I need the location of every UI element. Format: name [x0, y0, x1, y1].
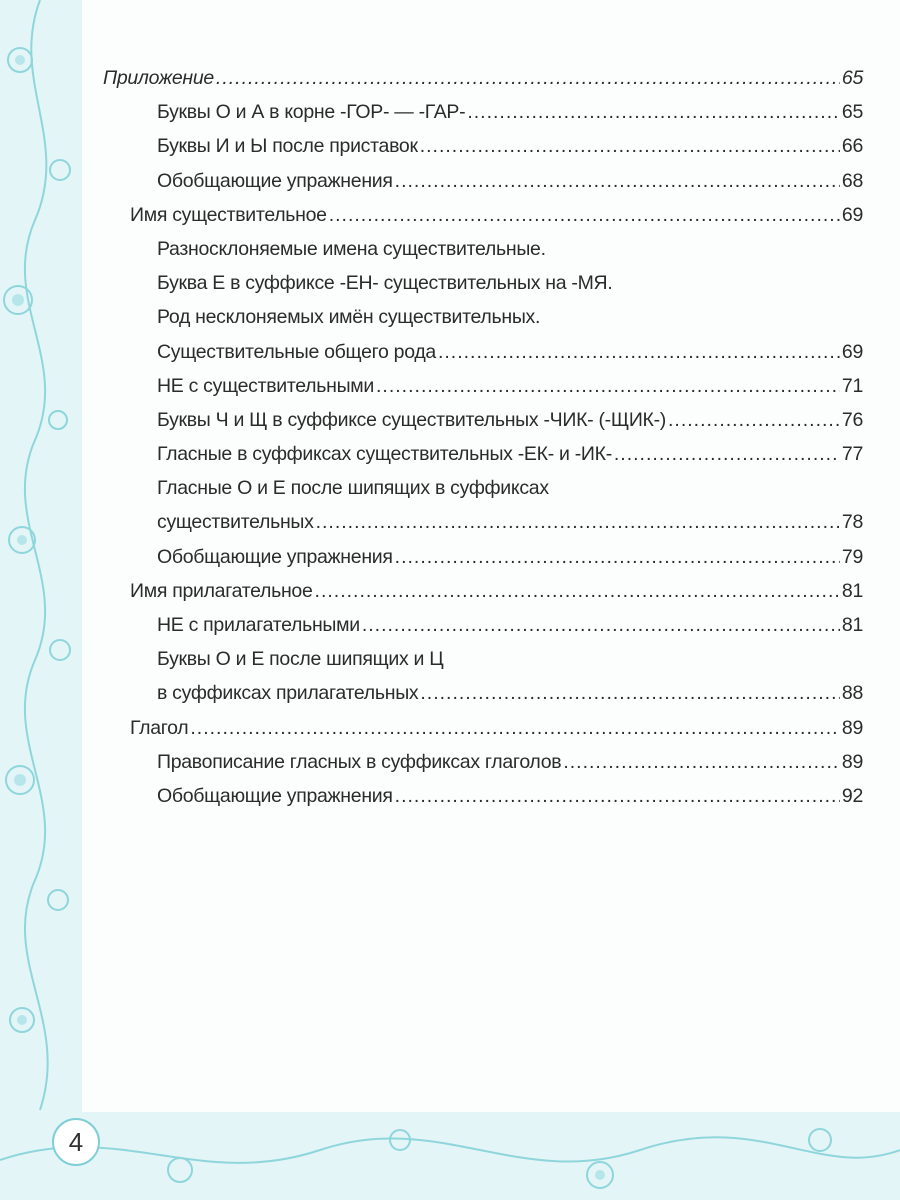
toc-entry-page: 88: [841, 682, 863, 705]
toc-entry-title: Буквы О и А в корне -ГОР- — -ГАР-: [157, 101, 466, 124]
toc-entry-page: 89: [841, 716, 863, 739]
page-number: 4: [52, 1118, 100, 1166]
toc-entry: [103, 540, 863, 574]
toc-entry-page: 71: [841, 374, 863, 397]
toc-entry-page: 81: [841, 579, 863, 602]
toc-entry-line: Гласные О и Е после шипящих в суффиксах: [157, 477, 549, 500]
leader-dots: [376, 369, 840, 403]
toc-entry-title: НЕ с существительными: [157, 374, 375, 397]
toc-entry-title: Глагол: [130, 716, 189, 739]
toc-entry: [103, 335, 863, 369]
toc-entry-title: Гласные в суффиксах существительных -ЕК- и -ИК-: [157, 443, 612, 466]
leader-dots: [316, 505, 840, 539]
leader-dots: [563, 745, 840, 779]
toc-entry-title: Обобщающие упражнения: [157, 545, 393, 568]
toc-entry-page: 92: [841, 784, 863, 807]
toc-entry-page: 66: [841, 135, 863, 158]
toc-entry-title: Буквы И и Ы после приставок: [157, 135, 418, 158]
toc-entry: [103, 505, 863, 539]
toc-entry-page: 79: [841, 545, 863, 568]
toc-entry-page: 65: [841, 67, 863, 89]
toc-entry-page: 68: [841, 169, 863, 192]
toc-entry-page: 76: [841, 408, 863, 431]
toc-entry-line: Буквы О и Е после шипящих и Ц: [157, 648, 444, 671]
toc-entry-title: Приложение: [103, 67, 214, 89]
toc-entry: [103, 711, 863, 745]
toc-entry-page: 77: [841, 443, 863, 466]
leader-dots: [362, 608, 840, 642]
toc-entry: [103, 164, 863, 198]
toc-entry: [103, 437, 863, 471]
toc-entry: [103, 129, 863, 163]
toc-entry: [103, 95, 863, 129]
toc-entry-page: 78: [841, 511, 863, 534]
toc-entry-title: Правописание гласных в суффиксах глаголов: [157, 750, 562, 773]
leader-dots: [216, 61, 840, 95]
toc-entry-title: Буквы Ч и Щ в суффиксе существительных -ЧИК- (-ЩИК-): [157, 408, 666, 431]
leader-dots: [668, 403, 840, 437]
leader-dots: [395, 540, 840, 574]
leader-dots: [467, 95, 840, 129]
toc-entry: [103, 779, 863, 813]
toc-entry: [103, 61, 863, 95]
leader-dots: [315, 574, 840, 608]
leader-dots: [420, 676, 840, 710]
leader-dots: [395, 779, 840, 813]
toc-entry: [103, 198, 863, 232]
leader-dots: [190, 711, 840, 745]
toc-entry: [103, 369, 863, 403]
toc-entry-title: Имя существительное: [130, 203, 327, 226]
toc-entry: [103, 403, 863, 437]
toc-entry-title: Имя прилагательное: [130, 579, 313, 602]
toc-entry-line: Род несклоняемых имён существительных.: [157, 306, 541, 329]
toc-entry: [103, 676, 863, 710]
leader-dots: [420, 129, 840, 163]
toc-entry-page: 65: [841, 101, 863, 124]
leader-dots: [395, 164, 840, 198]
toc-entry-title: Существительные общего рода: [157, 340, 436, 363]
toc-entry-title: Обобщающие упражнения: [157, 784, 393, 807]
table-of-contents: [103, 61, 863, 813]
toc-entry-title: в суффиксах прилагательных: [157, 682, 419, 705]
toc-entry-title: Обобщающие упражнения: [157, 169, 393, 192]
leader-dots: [438, 335, 840, 369]
toc-entry-page: 89: [841, 750, 863, 773]
toc-entry-title: НЕ с прилагательными: [157, 614, 360, 636]
toc-entry-title: существительных: [157, 511, 314, 534]
toc-entry-line: Буква Е в суффиксе -ЕН- существительных на -МЯ.: [157, 272, 613, 295]
toc-entry-line: Разносклоняемые имена существительные.: [157, 237, 546, 260]
toc-entry-page: 69: [841, 340, 863, 363]
leader-dots: [329, 198, 840, 232]
toc-entry-page: 81: [841, 614, 863, 636]
toc-entry: [103, 574, 863, 608]
toc-entry-page: 69: [841, 203, 863, 226]
toc-entry: [103, 745, 863, 779]
leader-dots: [614, 437, 840, 471]
toc-entry: [103, 608, 863, 642]
